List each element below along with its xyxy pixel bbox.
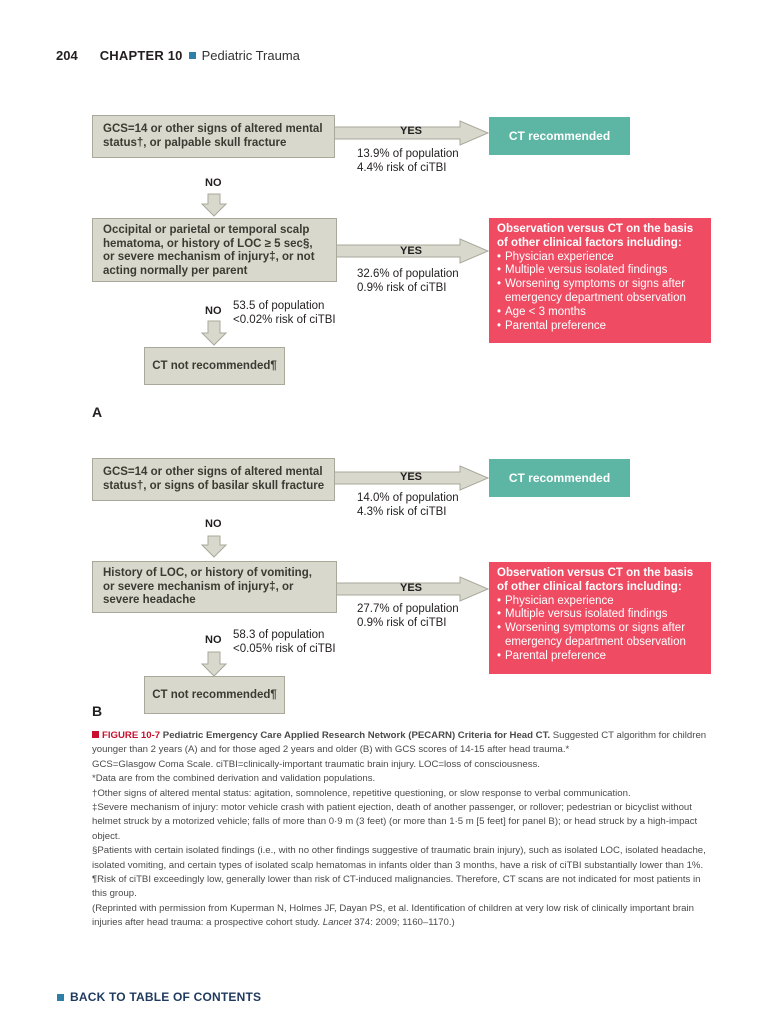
- caption-note: †Other signs of altered mental status: agitation, somnolence, repetitive questioning, or slow response to verbal communication.: [92, 787, 631, 799]
- b-gcs-criteria-box: [92, 458, 335, 501]
- obs-heading: Observation versus CT on the basis: [497, 567, 694, 579]
- box-line: hematoma, or history of LOC ≥ 5 sec§,: [103, 237, 313, 250]
- square-bullet-icon: [57, 994, 64, 1001]
- box-line: or severe mechanism of injury‡, or: [103, 580, 294, 593]
- stat-line: 53.5 of population: [233, 300, 325, 312]
- list-item: emergency department observation: [505, 291, 686, 304]
- a-stat-1: [357, 147, 459, 175]
- box-line: or severe mechanism of injury‡, or not: [103, 251, 315, 263]
- chapter-label: CHAPTER 10: [99, 48, 183, 63]
- no-arrow-a2: [202, 321, 226, 345]
- stat-line: 32.6% of population: [357, 268, 459, 280]
- box-line: status†, or palpable skull fracture: [103, 137, 287, 149]
- caption-note: ¶Risk of ciTBI exceedingly low, generally lower than risk of CT-induced malignancies. Therefore, CT scans are not indicated for most patients in this group.: [92, 874, 701, 900]
- caption-note: *Data are from the combined derivation and validation populations.: [92, 773, 376, 785]
- panel-a-label: A: [92, 404, 103, 420]
- b-ct-not-recommended-box: CT not recommended¶: [144, 676, 285, 714]
- obs-heading: Observation versus CT on the basis: [497, 223, 694, 235]
- a-no-label-1: NO: [205, 177, 222, 189]
- a-scalp-hematoma-box: [92, 218, 337, 282]
- stat-line: 13.9% of population: [357, 148, 459, 160]
- a-ct-not-recommended-box: CT not recommended¶: [144, 347, 285, 385]
- back-to-toc-link[interactable]: [57, 990, 261, 1004]
- b-yes-label-1: YES: [400, 471, 423, 483]
- caption-note: §Patients with certain isolated findings (i.e., with no other findings suggestive of traumatic brain injury), such as isolated LOC, isolated headache, isolated vomiting, and certain types of isolated scalp hematomas in infants older than 3 months, have a risk of ciTBI substantially lower than 1%.: [92, 845, 706, 871]
- list-item: emergency department observation: [505, 635, 686, 648]
- figure-caption: [92, 729, 712, 931]
- list-item: • Physician experience: [497, 250, 614, 263]
- stat-line: 0.9% risk of ciTBI: [357, 617, 447, 629]
- chapter-title: Pediatric Trauma: [201, 48, 300, 63]
- stat-line: 58.3 of population: [233, 629, 325, 641]
- stat-line: <0.02% risk of ciTBI: [233, 314, 336, 326]
- a-ct-recommended-box: CT recommended: [489, 117, 630, 155]
- list-item: • Worsening symptoms or signs after: [497, 622, 686, 635]
- stat-line: 0.9% risk of ciTBI: [357, 282, 447, 294]
- stat-line: 4.4% risk of ciTBI: [357, 162, 447, 174]
- b-no-label-2: NO: [205, 634, 222, 646]
- obs-list: [497, 251, 703, 334]
- box-line: History of LOC, or history of vomiting,: [103, 567, 312, 579]
- obs-list: [497, 595, 703, 664]
- back-to-toc-label: BACK TO TABLE OF CONTENTS: [70, 990, 262, 1004]
- stat-line: <0.05% risk of ciTBI: [233, 643, 336, 655]
- list-item: • Physician experience: [497, 594, 614, 607]
- caption-reprint: (Reprinted with permission from Kuperman N, Holmes JF, Dayan PS, et al. Identification of children at very low risk of clinically important brain injuries after head trauma: a prospective cohort study. Lancet 374: 2009; 1160–1170.): [92, 902, 694, 929]
- b-no-label-1: NO: [205, 518, 222, 530]
- journal-name: Lancet: [322, 917, 352, 929]
- caption-main: [92, 729, 712, 758]
- stat-line: 4.3% risk of ciTBI: [357, 506, 447, 518]
- list-item: • Parental preference: [497, 319, 607, 332]
- no-arrow-a1: [202, 194, 226, 216]
- list-item: • Multiple versus isolated findings: [497, 264, 668, 277]
- page-number: 204: [56, 48, 78, 63]
- a-yes-label-2: YES: [400, 245, 423, 257]
- no-arrow-b2: [202, 652, 226, 676]
- obs-heading: of other clinical factors including:: [497, 580, 682, 593]
- b-observation-box: [489, 562, 711, 674]
- a-no-label-2: NO: [205, 305, 222, 317]
- box-line: status†, or signs of basilar skull fracture: [103, 480, 325, 492]
- b-yes-label-2: YES: [400, 582, 423, 594]
- a-yes-label-1: YES: [400, 125, 423, 137]
- square-bullet-icon: [92, 731, 99, 738]
- list-item: • Worsening symptoms or signs after: [497, 278, 686, 291]
- box-line: GCS=14 or other signs of altered mental: [103, 123, 323, 135]
- b-stat-1: [357, 491, 459, 519]
- figure-label: FIGURE 10-7: [102, 730, 161, 741]
- box-line: GCS=14 or other signs of altered mental: [103, 466, 323, 478]
- no-arrow-b1: [202, 536, 226, 557]
- caption-note: ‡Severe mechanism of injury: motor vehicle crash with patient ejection, death of another passenger, or rollover; pedestrian or bicyclist without helmet struck by a motorized vehicle; falls of more than 0·9 m (3 feet) (or more than 1·5 m [5 feet] for panel B); or head struck by a high-impact object.: [92, 802, 698, 842]
- box-line: Occipital or parietal or temporal scalp: [103, 224, 310, 236]
- figure-title: Pediatric Emergency Care Applied Research Network (PECARN) Criteria for Head CT.: [162, 730, 551, 741]
- box-line: acting normally per parent: [103, 264, 248, 277]
- a-stat-2: [357, 267, 459, 295]
- caption-note: GCS=Glasgow Coma Scale. ciTBI=clinically-important traumatic brain injury. LOC=loss of consciousness.: [92, 758, 540, 770]
- box-line: severe headache: [103, 594, 196, 606]
- a-observation-box: [489, 218, 711, 343]
- b-stat-2: [357, 602, 459, 630]
- list-item: • Parental preference: [497, 649, 607, 662]
- a-stat-3: [233, 299, 336, 327]
- stat-line: 14.0% of population: [357, 492, 459, 504]
- stat-line: 27.7% of population: [357, 603, 459, 615]
- b-ct-recommended-box: CT recommended: [489, 459, 630, 497]
- b-stat-3: [233, 628, 336, 656]
- panel-b-label: B: [92, 703, 103, 719]
- obs-heading: of other clinical factors including:: [497, 236, 682, 249]
- list-item: • Age < 3 months: [497, 305, 586, 318]
- list-item: • Multiple versus isolated findings: [497, 608, 668, 621]
- figure-text: Suggested CT algorithm for children younger than 2 years (A) and for those aged 2 years and older (B) with GCS scores of 14-15 after head trauma.*: [92, 730, 707, 756]
- a-gcs-criteria-box: [92, 115, 335, 158]
- b-history-loc-box: [92, 561, 337, 613]
